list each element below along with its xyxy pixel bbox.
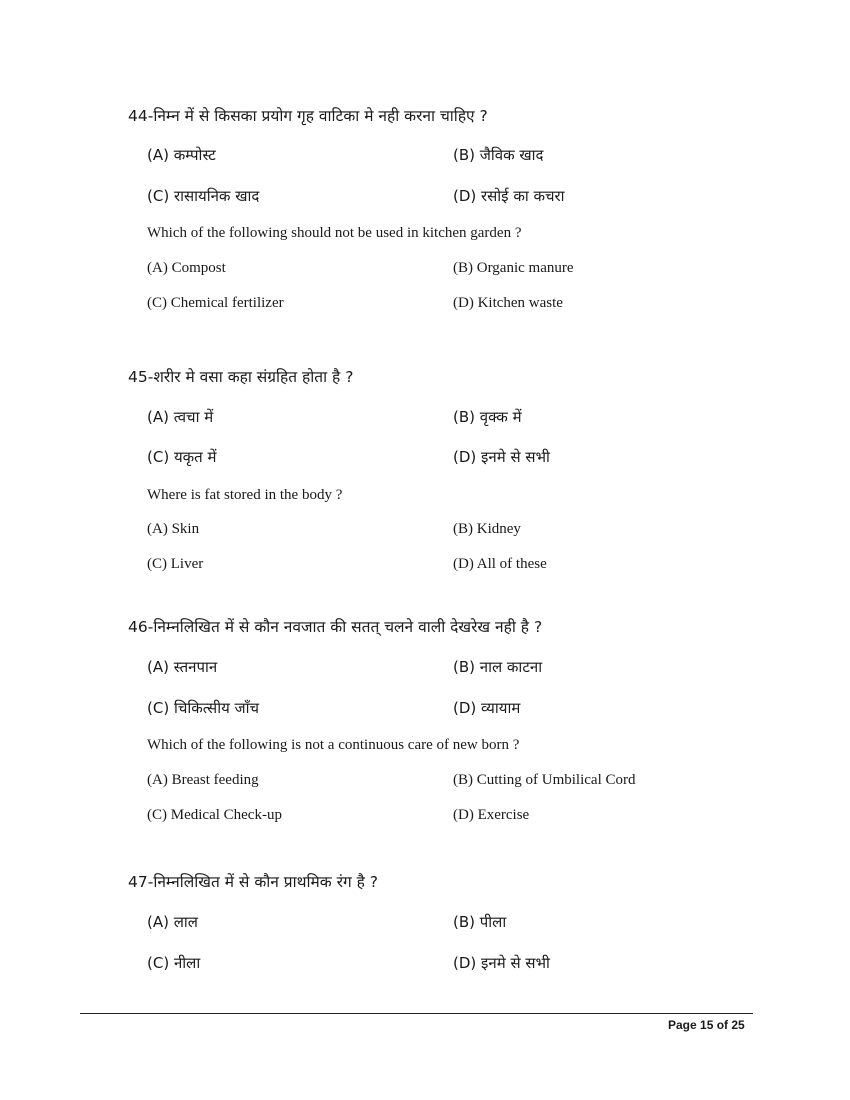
question-44-english-stem: Which of the following should not be used in kitchen garden ?	[147, 225, 522, 241]
question-47-hindi-stem: 47-निम्नलिखित में से कौन प्राथमिक रंग है ?	[128, 873, 379, 891]
question-46-hindi-option-c: (C) चिकित्सीय जाँच	[147, 699, 260, 717]
question-47-hindi-option-d: (D) इनमे से सभी	[453, 954, 550, 972]
question-46-hindi-option-b: (B) नाल काटना	[453, 658, 543, 676]
question-45-hindi-option-a: (A) त्वचा में	[147, 408, 214, 426]
question-44-english-option-b: (B) Organic manure	[453, 260, 574, 276]
question-44-english-option-c: (C) Chemical fertilizer	[147, 295, 284, 311]
question-45-english-stem: Where is fat stored in the body ?	[147, 487, 343, 503]
question-45-hindi-stem: 45-शरीर मे वसा कहा संग्रहित होता है ?	[128, 368, 354, 386]
question-46-english-option-d: (D) Exercise	[453, 807, 530, 823]
question-44-hindi-stem: 44-निम्न में से किसका प्रयोग गृह वाटिका मे नही करना चाहिए ?	[128, 107, 488, 125]
question-45-english-option-c: (C) Liver	[147, 556, 204, 572]
question-47-hindi-option-c: (C) नीला	[147, 954, 201, 972]
question-44-hindi-option-b: (B) जैविक खाद	[453, 146, 544, 164]
question-44-hindi-option-d: (D) रसोई का कचरा	[453, 187, 565, 205]
question-44-english-option-d: (D) Kitchen waste	[453, 295, 563, 311]
question-47-hindi-option-b: (B) पीला	[453, 913, 507, 931]
question-46-english-option-c: (C) Medical Check-up	[147, 807, 282, 823]
question-46-hindi-option-d: (D) व्यायाम	[453, 699, 521, 717]
question-46-english-stem: Which of the following is not a continuous care of new born ?	[147, 737, 520, 753]
question-45-english-option-d: (D) All of these	[453, 556, 547, 572]
question-44-english-option-a: (A) Compost	[147, 260, 226, 276]
question-46-hindi-option-a: (A) स्तनपान	[147, 658, 218, 676]
question-45-english-option-a: (A) Skin	[147, 521, 200, 537]
question-45-hindi-option-c: (C) यकृत में	[147, 448, 217, 466]
question-45-hindi-option-b: (B) वृक्क में	[453, 408, 522, 426]
question-44-hindi-option-a: (A) कम्पोस्ट	[147, 146, 216, 164]
question-45-english-option-b: (B) Kidney	[453, 521, 521, 537]
question-46-english-option-b: (B) Cutting of Umbilical Cord	[453, 772, 636, 788]
question-47-hindi-option-a: (A) लाल	[147, 913, 198, 931]
footer-divider	[80, 1013, 753, 1014]
page-number: Page 15 of 25	[668, 1018, 745, 1032]
question-46-hindi-stem: 46-निम्नलिखित में से कौन नवजात की सतत् चलने वाली देखरेख नही है ?	[128, 618, 543, 636]
question-44-hindi-option-c: (C) रासायनिक खाद	[147, 187, 260, 205]
question-46-english-option-a: (A) Breast feeding	[147, 772, 259, 788]
question-45-hindi-option-d: (D) इनमे से सभी	[453, 448, 550, 466]
